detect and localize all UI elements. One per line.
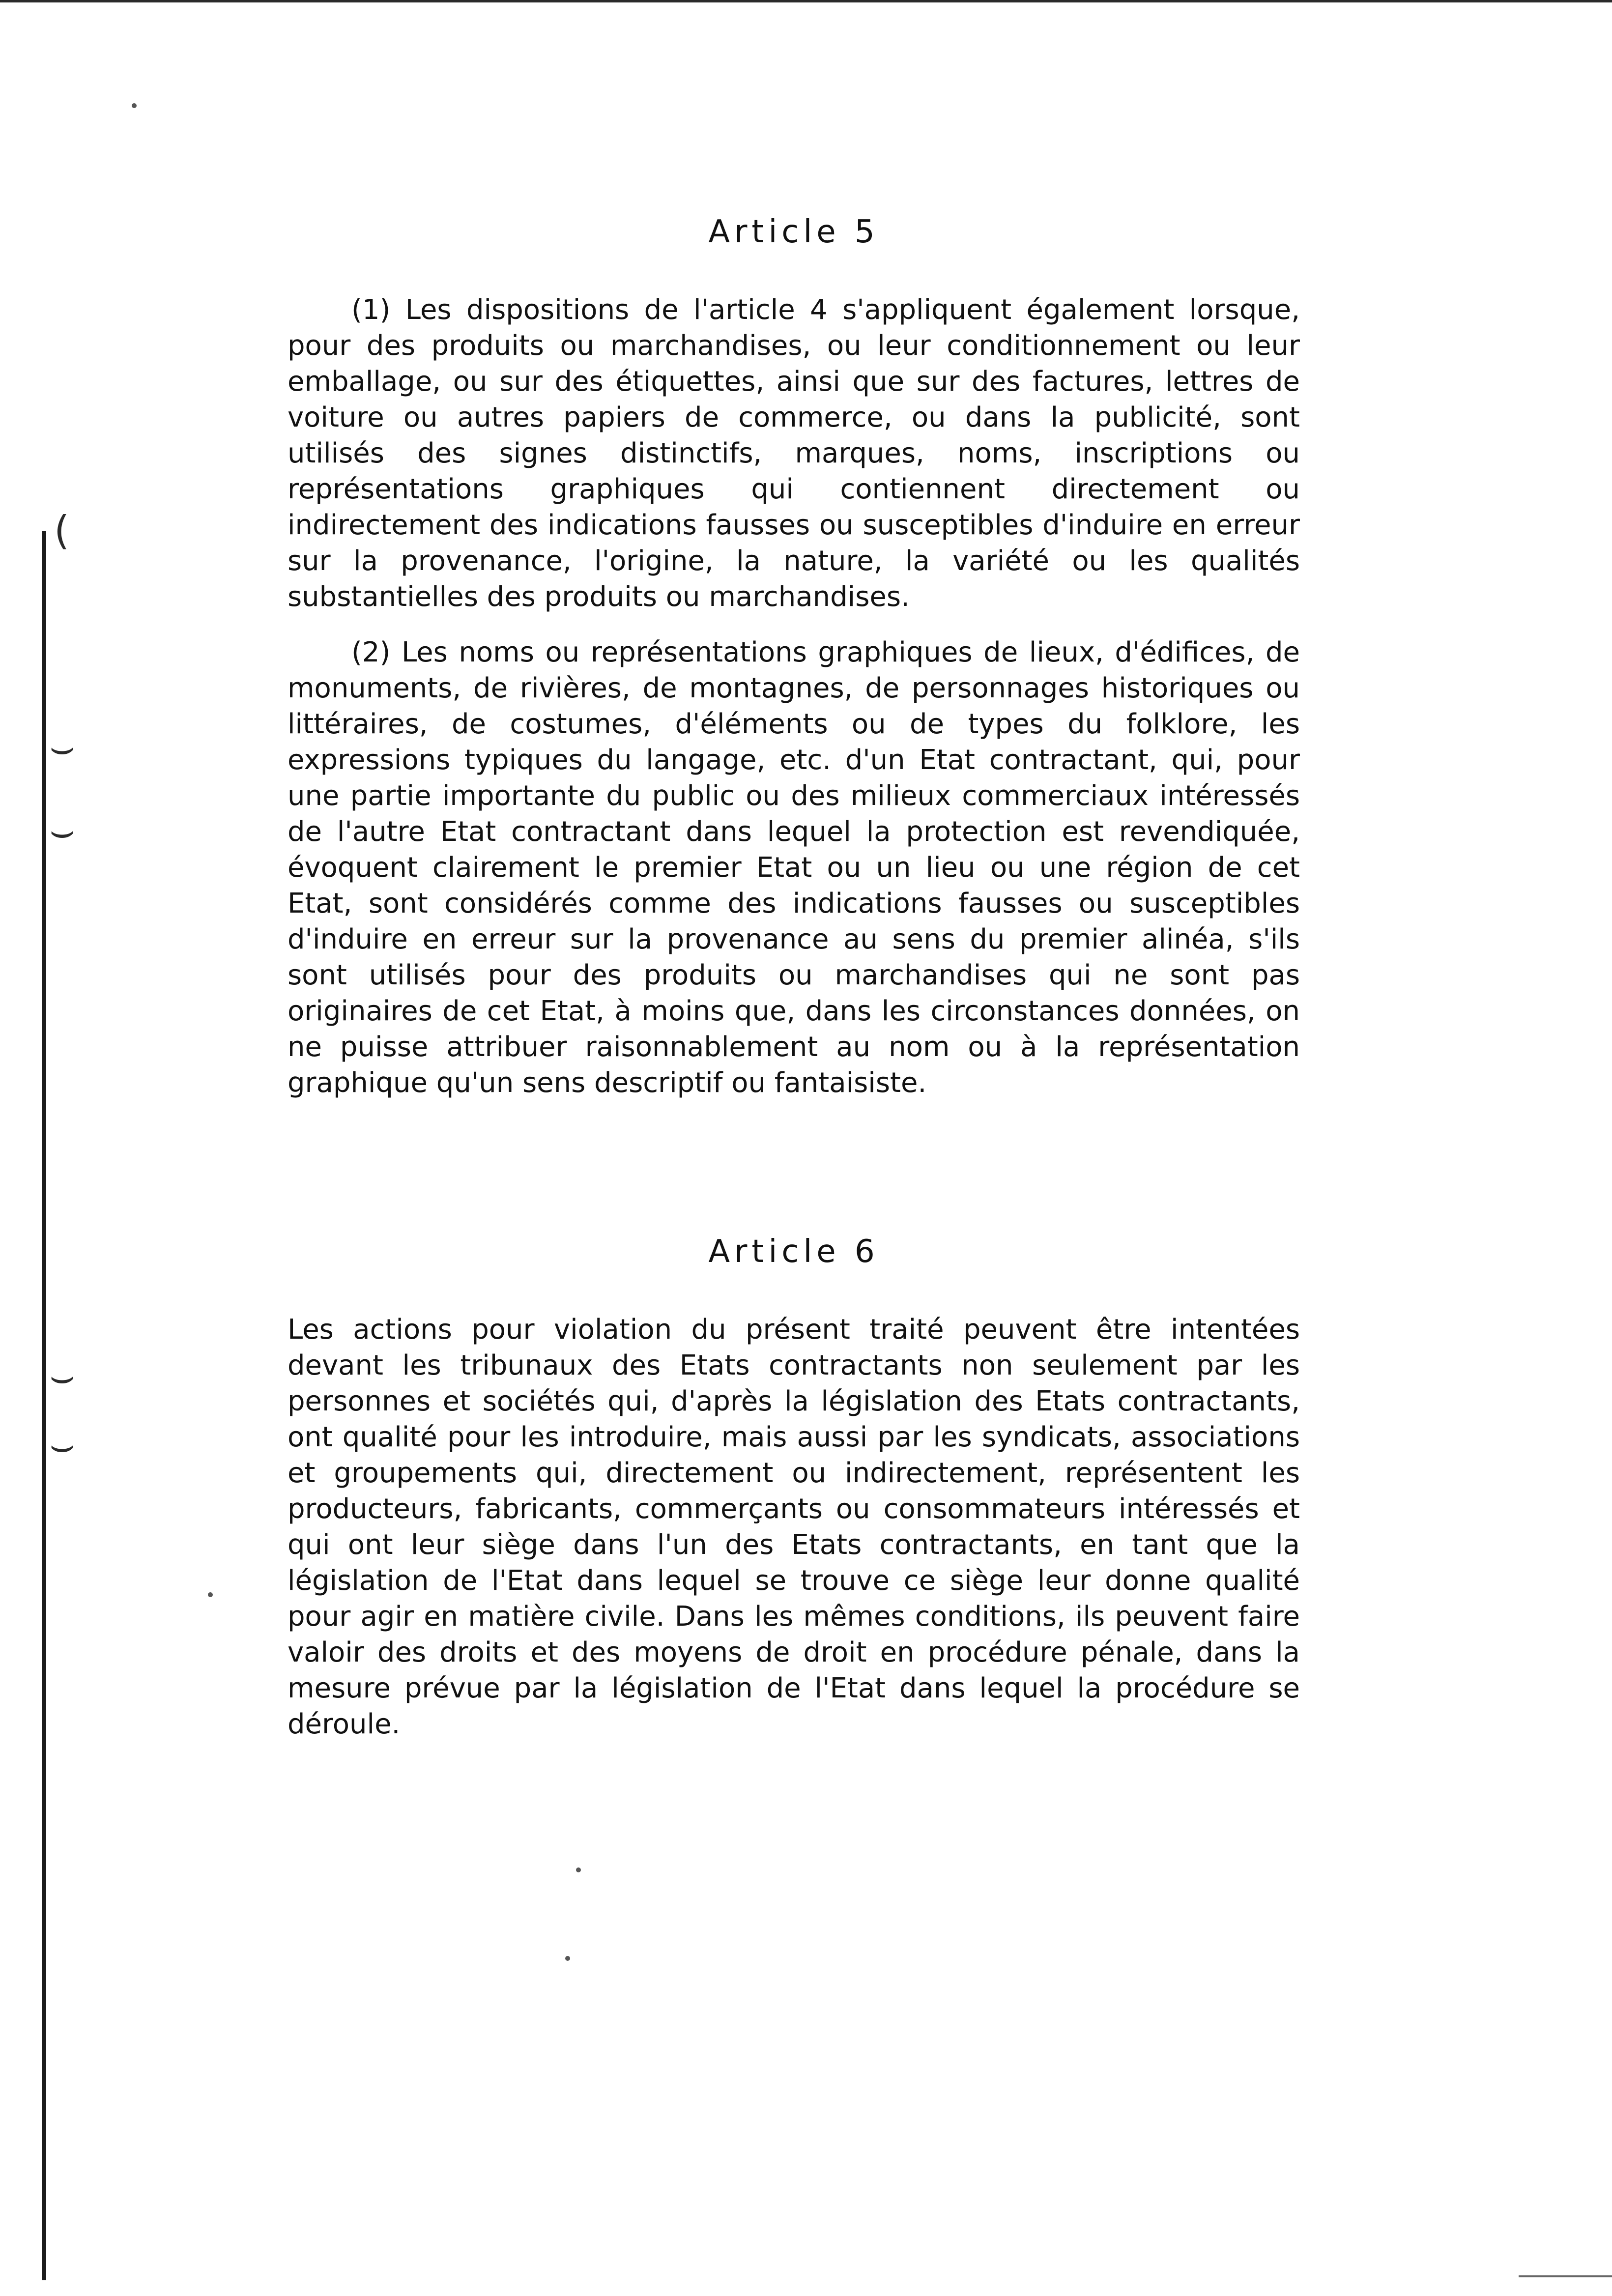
article-heading: Article 5 (708, 214, 879, 250)
page-top-rule (0, 0, 1612, 2)
article-heading: Article 6 (708, 1234, 879, 1270)
article-5 (288, 214, 1300, 1101)
article-paragraph: (2) Les noms ou représentations graphiques de lieux, d'édifices, de monuments, de rivières, de montagnes, de personnages historiques ou littéraires, de costumes, d'éléments ou de types du folklore, les expressions typiques du langage, etc. d'un Etat contractant, qui, pour une partie importante du public ou des milieux commerciaux intéressés de l'autre Etat contractant dans lequel la protection est revendiquée, évoquent clairement le premier Etat ou un lieu ou une région de cet Etat, sont considérés comme des indications fausses ou susceptibles d'induire en erreur sur la provenance au sens du premier alinéa, s'ils sont utilisés pour des produits ou marchandises qui ne sont pas originaires de cet Etat, à moins que, dans les circonstances données, on ne puisse attribuer raisonnablement au nom ou à la représentation graphique qu'un sens descriptif ou fantaisiste. (288, 636, 1300, 1099)
scan-speck (576, 1867, 581, 1872)
article-6 (288, 1234, 1300, 1742)
scan-speck (565, 1956, 570, 1961)
binding-hole-mark: ⌣ (49, 1353, 75, 1399)
binding-hole-mark: ⌣ (49, 724, 75, 770)
article-paragraph: Les actions pour violation du présent traité peuvent être intentées devant les tribunaux des Etats contractants non seulement par les personnes et sociétés qui, d'après la législation des Etats contractants, ont qualité pour les introduire, mais aussi par les syndicats, associations et groupements qui, directement ou indirectement, représentent les producteurs, fabricants, commerçants ou consommateurs intéressés et qui ont leur siège dans l'un des Etats contractants, en tant que la législation de l'Etat dans lequel se trouve ce siège leur donne qualité pour agir en matière civile. Dans les mêmes conditions, ils peuvent faire valoir des droits et des moyens de droit en procédure pénale, dans la mesure prévue par la législation de l'Etat dans lequel la procédure se déroule. (288, 1314, 1300, 1740)
page-bottom-rule (1519, 2275, 1612, 2277)
scan-speck (132, 103, 137, 108)
article-paragraph: (1) Les dispositions de l'article 4 s'appliquent également lorsque, pour des produits ou marchandises, ou leur conditionnement ou leur emballage, ou sur des étiquettes, ainsi que sur des factures, lettres de voiture ou autres papiers de commerce, ou dans la publicité, sont utilisés des signes distinctifs, marques, noms, inscriptions ou représentations graphiques qui contiennent directement ou indirectement des indications fausses ou susceptibles d'induire en erreur sur la provenance, l'origine, la nature, la variété ou les qualités substantielles des produits ou marchandises. (288, 294, 1300, 613)
binding-hole-mark: ( (54, 508, 70, 553)
binding-edge (42, 531, 46, 2280)
binding-hole-mark: ⌣ (49, 807, 75, 853)
binding-hole-mark: ⌣ (49, 1422, 75, 1467)
scan-speck (208, 1592, 213, 1597)
